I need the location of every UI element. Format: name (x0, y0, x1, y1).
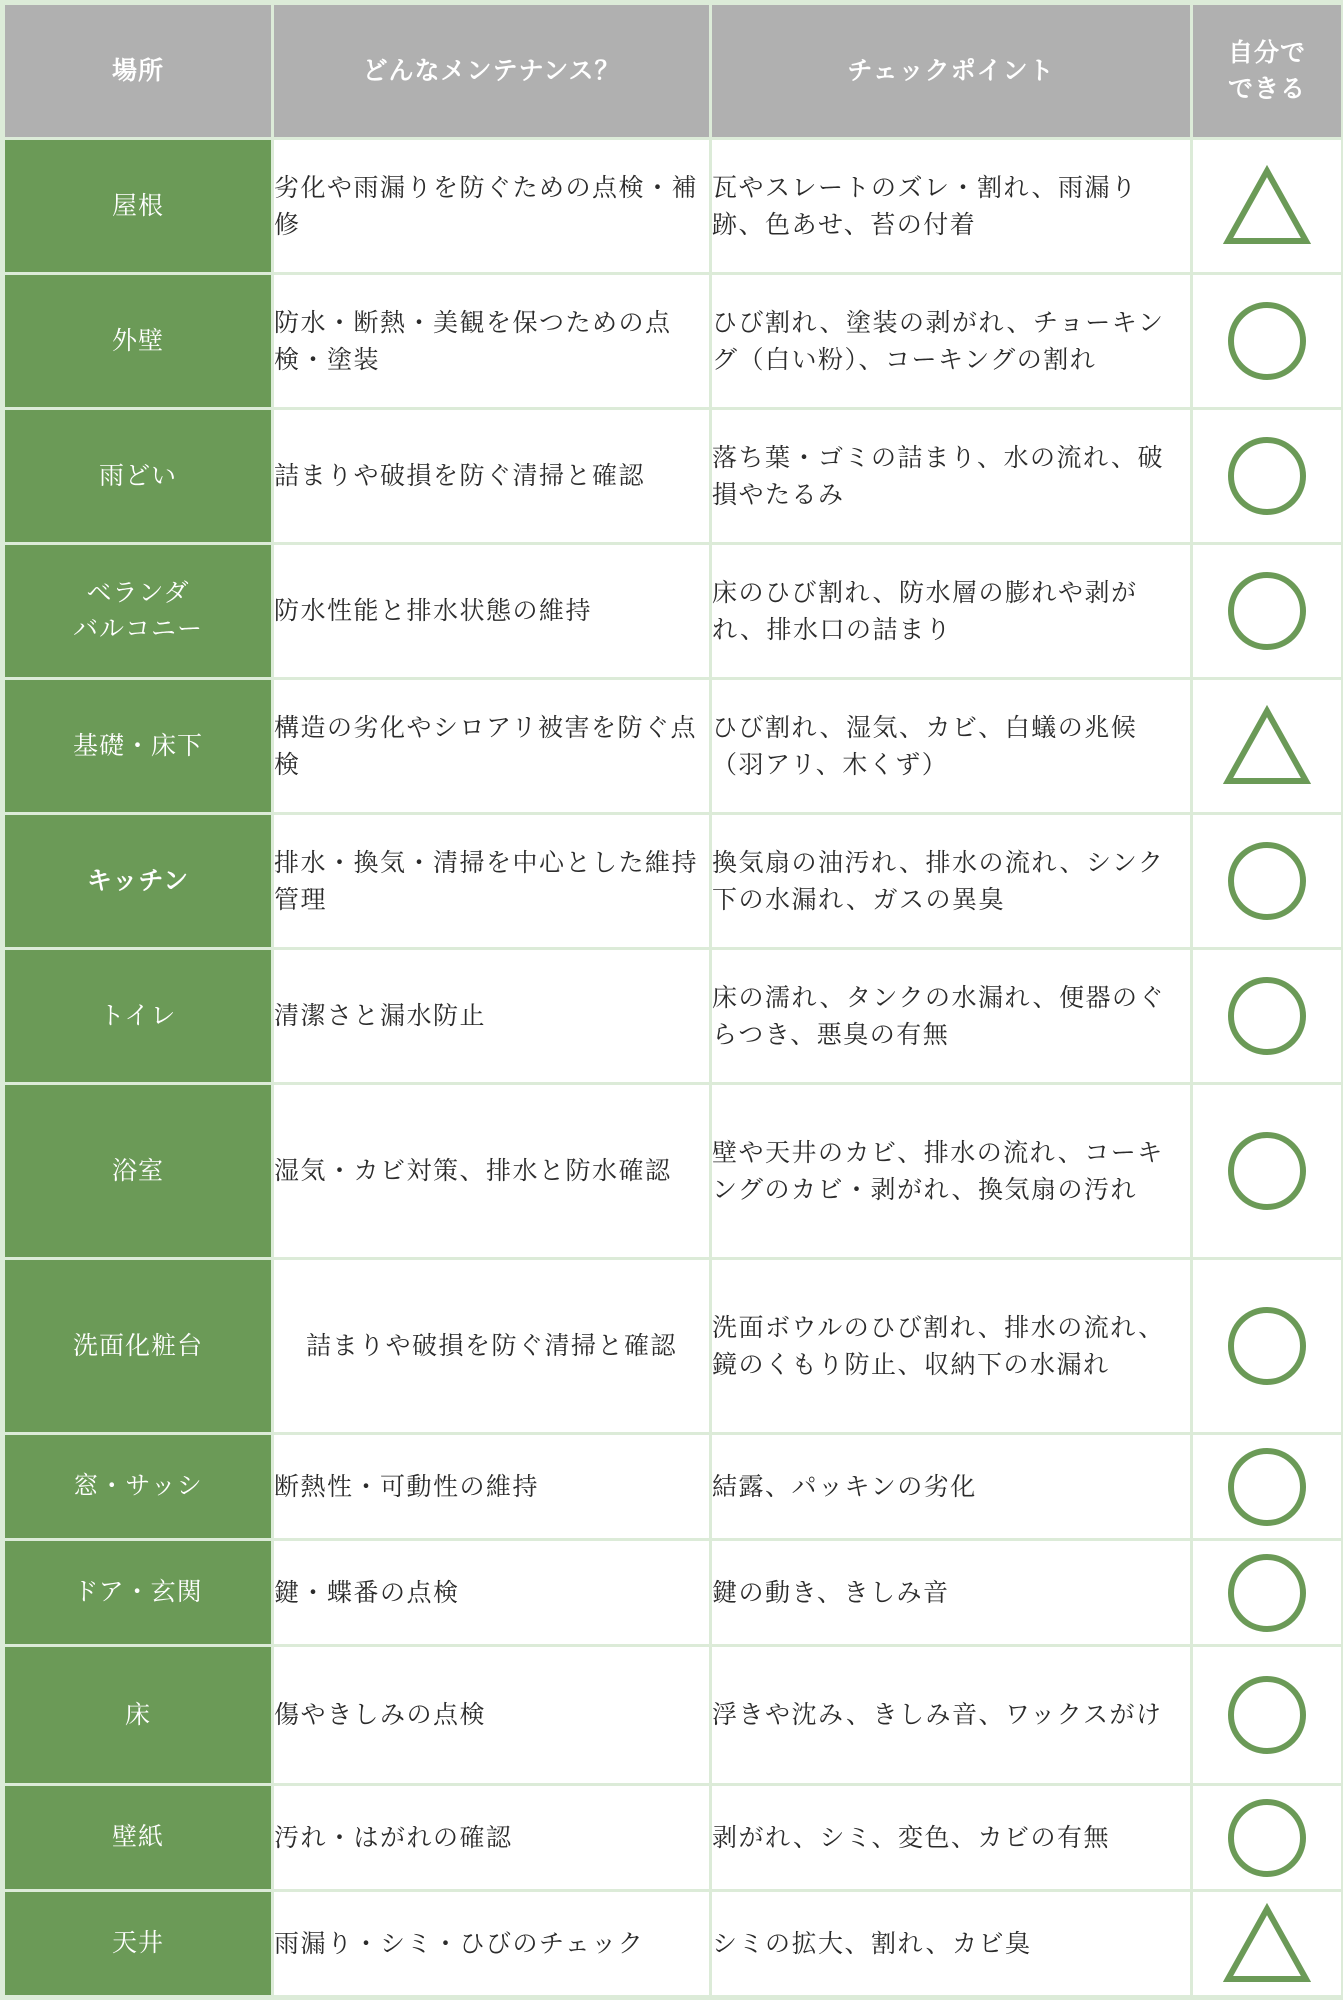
triangle-mark-icon (1222, 1901, 1312, 1987)
place-cell: トイレ (5, 950, 271, 1082)
table-row (5, 1541, 1341, 1644)
circle-mark-icon (1222, 433, 1312, 519)
circle-shape (1231, 845, 1303, 917)
circle-mark-icon (1222, 1672, 1312, 1758)
triangle-mark-icon (1222, 703, 1312, 789)
maintenance-cell: 清潔さと漏水防止 (274, 950, 709, 1082)
table-row (5, 1085, 1341, 1257)
table-row (5, 1260, 1341, 1432)
header-maintenance: どんなメンテナンス？ (274, 5, 709, 137)
place-cell: 洗面化粧台 (5, 1260, 271, 1432)
circle-mark-icon (1222, 1550, 1312, 1636)
maintenance-cell: 防水性能と排水状態の維持 (274, 545, 709, 677)
place-cell: ドア・玄関 (5, 1541, 271, 1644)
triangle-mark-icon (1222, 163, 1312, 249)
checkpoint-cell: シミの拡大、割れ、カビ臭 (712, 1892, 1190, 1995)
table-row (5, 545, 1341, 677)
maintenance-cell: 詰まりや破損を防ぐ清掃と確認 (274, 410, 709, 542)
circle-shape (1231, 1557, 1303, 1629)
place-cell: 窓・サッシ (5, 1435, 271, 1538)
self-mark-cell (1193, 410, 1341, 542)
circle-shape (1231, 1451, 1303, 1523)
self-mark-cell (1193, 950, 1341, 1082)
header-checkpoint: チェックポイント (712, 5, 1190, 137)
place-cell: 浴室 (5, 1085, 271, 1257)
place-cell: 外壁 (5, 275, 271, 407)
checkpoint-cell: 床の濡れ、タンクの水漏れ、便器のぐらつき、悪臭の有無 (712, 950, 1190, 1082)
table-row (5, 410, 1341, 542)
table-row (5, 680, 1341, 812)
circle-shape (1231, 305, 1303, 377)
circle-mark-icon (1222, 1795, 1312, 1881)
checkpoint-cell: 浮きや沈み、きしみ音、ワックスがけ (712, 1647, 1190, 1783)
table-row (5, 1892, 1341, 1995)
place-cell: 雨どい (5, 410, 271, 542)
circle-mark-icon (1222, 973, 1312, 1059)
self-mark-cell (1193, 680, 1341, 812)
table-row (5, 1435, 1341, 1538)
table-row (5, 275, 1341, 407)
maintenance-cell: 湿気・カビ対策、排水と防水確認 (274, 1085, 709, 1257)
checkpoint-cell: 鍵の動き、きしみ音 (712, 1541, 1190, 1644)
table-row (5, 1786, 1341, 1889)
place-cell: 床 (5, 1647, 271, 1783)
place-cell: 壁紙 (5, 1786, 271, 1889)
place-cell: キッチン (5, 815, 271, 947)
self-mark-cell (1193, 1260, 1341, 1432)
place-cell: ベランダ バルコニー (5, 545, 271, 677)
triangle-shape (1228, 171, 1306, 241)
circle-mark-icon (1222, 1444, 1312, 1530)
maintenance-cell: 汚れ・はがれの確認 (274, 1786, 709, 1889)
circle-shape (1231, 1802, 1303, 1874)
maintenance-cell: 雨漏り・シミ・ひびのチェック (274, 1892, 709, 1995)
checkpoint-cell: 剥がれ、シミ、変色、カビの有無 (712, 1786, 1190, 1889)
maintenance-cell: 防水・断熱・美観を保つための点検・塗装 (274, 275, 709, 407)
checkpoint-cell: ひび割れ、塗装の剥がれ、チョーキング（白い粉）、コーキングの割れ (712, 275, 1190, 407)
triangle-shape (1228, 711, 1306, 781)
checkpoint-cell: 床のひび割れ、防水層の膨れや剥がれ、排水口の詰まり (712, 545, 1190, 677)
place-cell: 天井 (5, 1892, 271, 1995)
header-row (5, 5, 1341, 137)
table-row (5, 1647, 1341, 1783)
self-mark-cell (1193, 1892, 1341, 1995)
self-mark-cell (1193, 1541, 1341, 1644)
self-mark-cell (1193, 140, 1341, 272)
circle-mark-icon (1222, 1303, 1312, 1389)
maintenance-cell: 鍵・蝶番の点検 (274, 1541, 709, 1644)
circle-shape (1231, 1135, 1303, 1207)
maintenance-cell: 構造の劣化やシロアリ被害を防ぐ点検 (274, 680, 709, 812)
circle-mark-icon (1222, 568, 1312, 654)
table-row (5, 950, 1341, 1082)
circle-mark-icon (1222, 298, 1312, 384)
circle-mark-icon (1222, 838, 1312, 924)
checkpoint-cell: 瓦やスレートのズレ・割れ、雨漏り跡、色あせ、苔の付着 (712, 140, 1190, 272)
circle-shape (1231, 575, 1303, 647)
self-mark-cell (1193, 275, 1341, 407)
header-place: 場所 (5, 5, 271, 137)
checkpoint-cell: 結露、パッキンの劣化 (712, 1435, 1190, 1538)
maintenance-cell: 断熱性・可動性の維持 (274, 1435, 709, 1538)
circle-shape (1231, 1310, 1303, 1382)
self-mark-cell (1193, 1435, 1341, 1538)
checkpoint-cell: 落ち葉・ゴミの詰まり、水の流れ、破損やたるみ (712, 410, 1190, 542)
checkpoint-cell: ひび割れ、湿気、カビ、白蟻の兆候（羽アリ、木くず） (712, 680, 1190, 812)
self-mark-cell (1193, 1085, 1341, 1257)
circle-shape (1231, 1679, 1303, 1751)
place-cell: 屋根 (5, 140, 271, 272)
circle-shape (1231, 980, 1303, 1052)
checkpoint-cell: 換気扇の油汚れ、排水の流れ、シンク下の水漏れ、ガスの異臭 (712, 815, 1190, 947)
maintenance-table (2, 2, 1343, 1998)
table-row (5, 815, 1341, 947)
place-cell: 基礎・床下 (5, 680, 271, 812)
maintenance-cell: 排水・換気・清掃を中心とした維持管理 (274, 815, 709, 947)
self-mark-cell (1193, 1647, 1341, 1783)
table-row (5, 140, 1341, 272)
circle-shape (1231, 440, 1303, 512)
checkpoint-cell: 壁や天井のカビ、排水の流れ、コーキングのカビ・剥がれ、換気扇の汚れ (712, 1085, 1190, 1257)
self-mark-cell (1193, 545, 1341, 677)
maintenance-cell: 劣化や雨漏りを防ぐための点検・補修 (274, 140, 709, 272)
self-mark-cell (1193, 1786, 1341, 1889)
maintenance-cell: 詰まりや破損を防ぐ清掃と確認 (274, 1260, 709, 1432)
circle-mark-icon (1222, 1128, 1312, 1214)
header-self: 自分で できる (1193, 5, 1341, 137)
checkpoint-cell: 洗面ボウルのひび割れ、排水の流れ、鏡のくもり防止、収納下の水漏れ (712, 1260, 1190, 1432)
self-mark-cell (1193, 815, 1341, 947)
maintenance-cell: 傷やきしみの点検 (274, 1647, 709, 1783)
triangle-shape (1228, 1909, 1306, 1979)
